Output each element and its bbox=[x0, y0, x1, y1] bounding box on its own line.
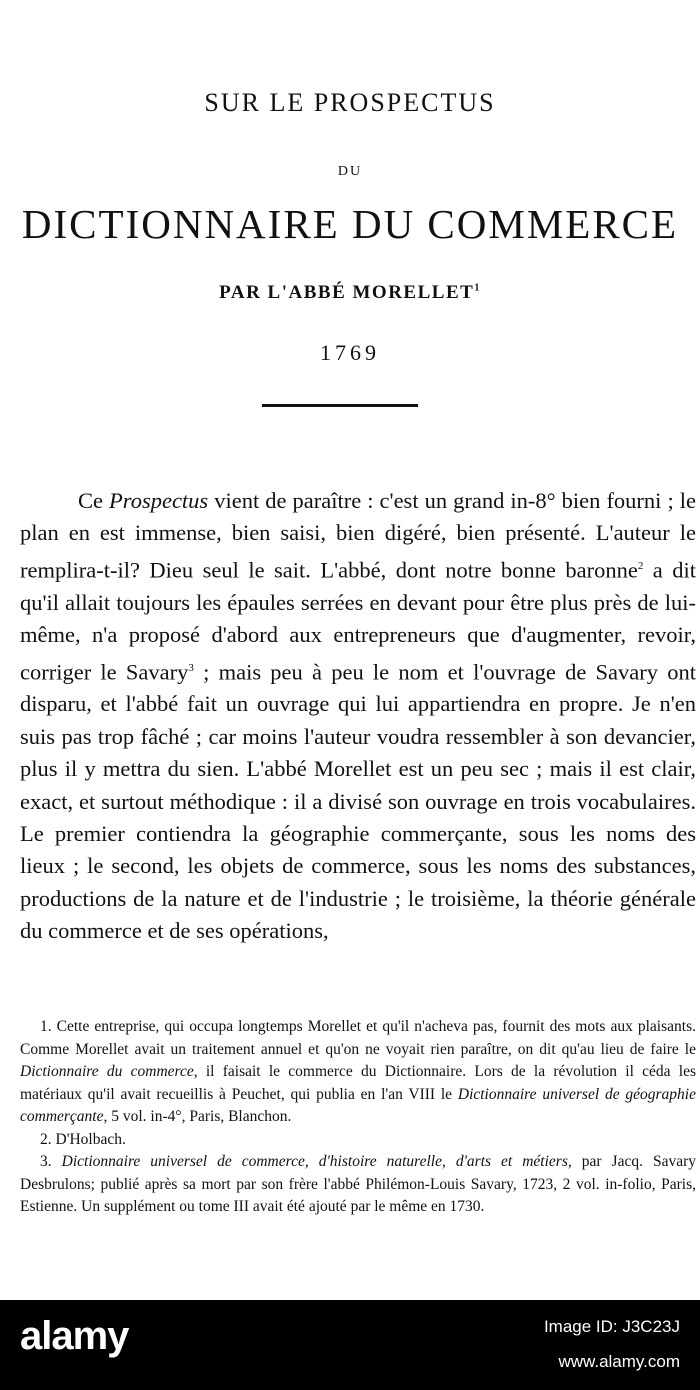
footnote-marker-1: 1 bbox=[474, 282, 481, 294]
body-part-4: ; mais peu à peu le nom et l'ouvrage de Savary ont disparu, et l'abbé fait un ouvrage qui lui appartiendra en propre. Je n'en suis pas trop fâché ; car moins l'auteur voudra ressembler à son devancier, plus il y mettra du sien. L'abbé Morellet est un peu sec ; mais il est clair, exact, et surtout méthodique : il a divisé son ouvrage en trois vocabulaires. Le premier contiendra la géographie commerçante, sous les noms des lieux ; le second, les objets de commerce, sous les noms des substances, productions de la nature et de l'industrie ; le troisième, la théorie générale du commerce et de ses opérations, bbox=[20, 659, 697, 944]
title-author-text: PAR L'ABBÉ MORELLET bbox=[219, 282, 475, 303]
title-line-2: DICTIONNAIRE DU COMMERCE bbox=[21, 201, 679, 247]
title-line-1: SUR LE PROSPECTUS bbox=[204, 88, 496, 117]
body-part-3: a dit qu'il allait toujours les épaules serrées en devant pour être plus près de lui-même, n'a proposé d'abord aux entrepreneurs que d'augmenter, revoir, corriger le Savary bbox=[20, 557, 696, 685]
footnote-3-italic: Dictionnaire universel de commerce, d'histoire naturelle, d'arts et métiers, bbox=[61, 1153, 572, 1170]
footnote-1-b: , il faisait le commerce du Dictionnaire. Lors de la révolution il céda les matériaux qu'il avait recueillis à Peuchet, qui publia en l'an VIII le bbox=[20, 1063, 697, 1103]
body-part-1: Ce bbox=[78, 488, 110, 513]
divider-rule bbox=[262, 404, 418, 407]
footnote-1-a: 1. Cette entreprise, qui occupa longtemps Morellet et qu'il n'acheva pas, fournit des mots aux plaisants. Comme Morellet avait un traitement annuel et qu'on ne voyait rien paraître, on dit qu'au lieu de faire le bbox=[20, 1018, 696, 1058]
footnote-1-italic-2: Dictionnaire universel de géographie commerçante, bbox=[20, 1085, 696, 1125]
footnote-marker-2: 2 bbox=[637, 559, 644, 572]
footnote-3-b: par Jacq. Savary Desbrulons; publié après sa mort par son frère l'abbé Philémon-Louis Savary, 1723, 2 vol. in-folio, Paris, Estienne. Un supplément ou tome III avait été ajouté par le même en 1730. bbox=[20, 1153, 697, 1215]
footnote-1 bbox=[20, 1016, 696, 1129]
brand-logo: alamy bbox=[20, 1314, 129, 1358]
footnote-2: 2. D'Holbach. bbox=[40, 1130, 126, 1148]
body-paragraph bbox=[20, 485, 696, 948]
site-url: www.alamy.com bbox=[558, 1352, 680, 1371]
body-italic: Prospectus bbox=[109, 488, 209, 513]
image-id: Image ID: J3C23J bbox=[543, 1317, 680, 1336]
title-author bbox=[0, 282, 700, 304]
footnote-1-c: 5 vol. in-4°, Paris, Blanchon. bbox=[107, 1108, 292, 1125]
body-part-2: vient de paraître : c'est un grand in-8° bien fourni ; le plan en est immense, bien saisi, bien digéré, bien présenté. L'auteur le remplira-t-il? Dieu seul le sait. L'abbé, dont notre bonne baronne bbox=[20, 488, 696, 583]
footnote-1-italic-1: Dictionnaire du commerce bbox=[20, 1063, 194, 1080]
title-du: DU bbox=[337, 164, 363, 179]
year: 1769 bbox=[320, 340, 380, 365]
footnote-3 bbox=[20, 1151, 696, 1219]
footnote-marker-3: 3 bbox=[188, 661, 194, 674]
body-text bbox=[20, 485, 696, 948]
footnotes bbox=[20, 1016, 696, 1219]
footnote-3-a: 3. bbox=[40, 1153, 62, 1170]
